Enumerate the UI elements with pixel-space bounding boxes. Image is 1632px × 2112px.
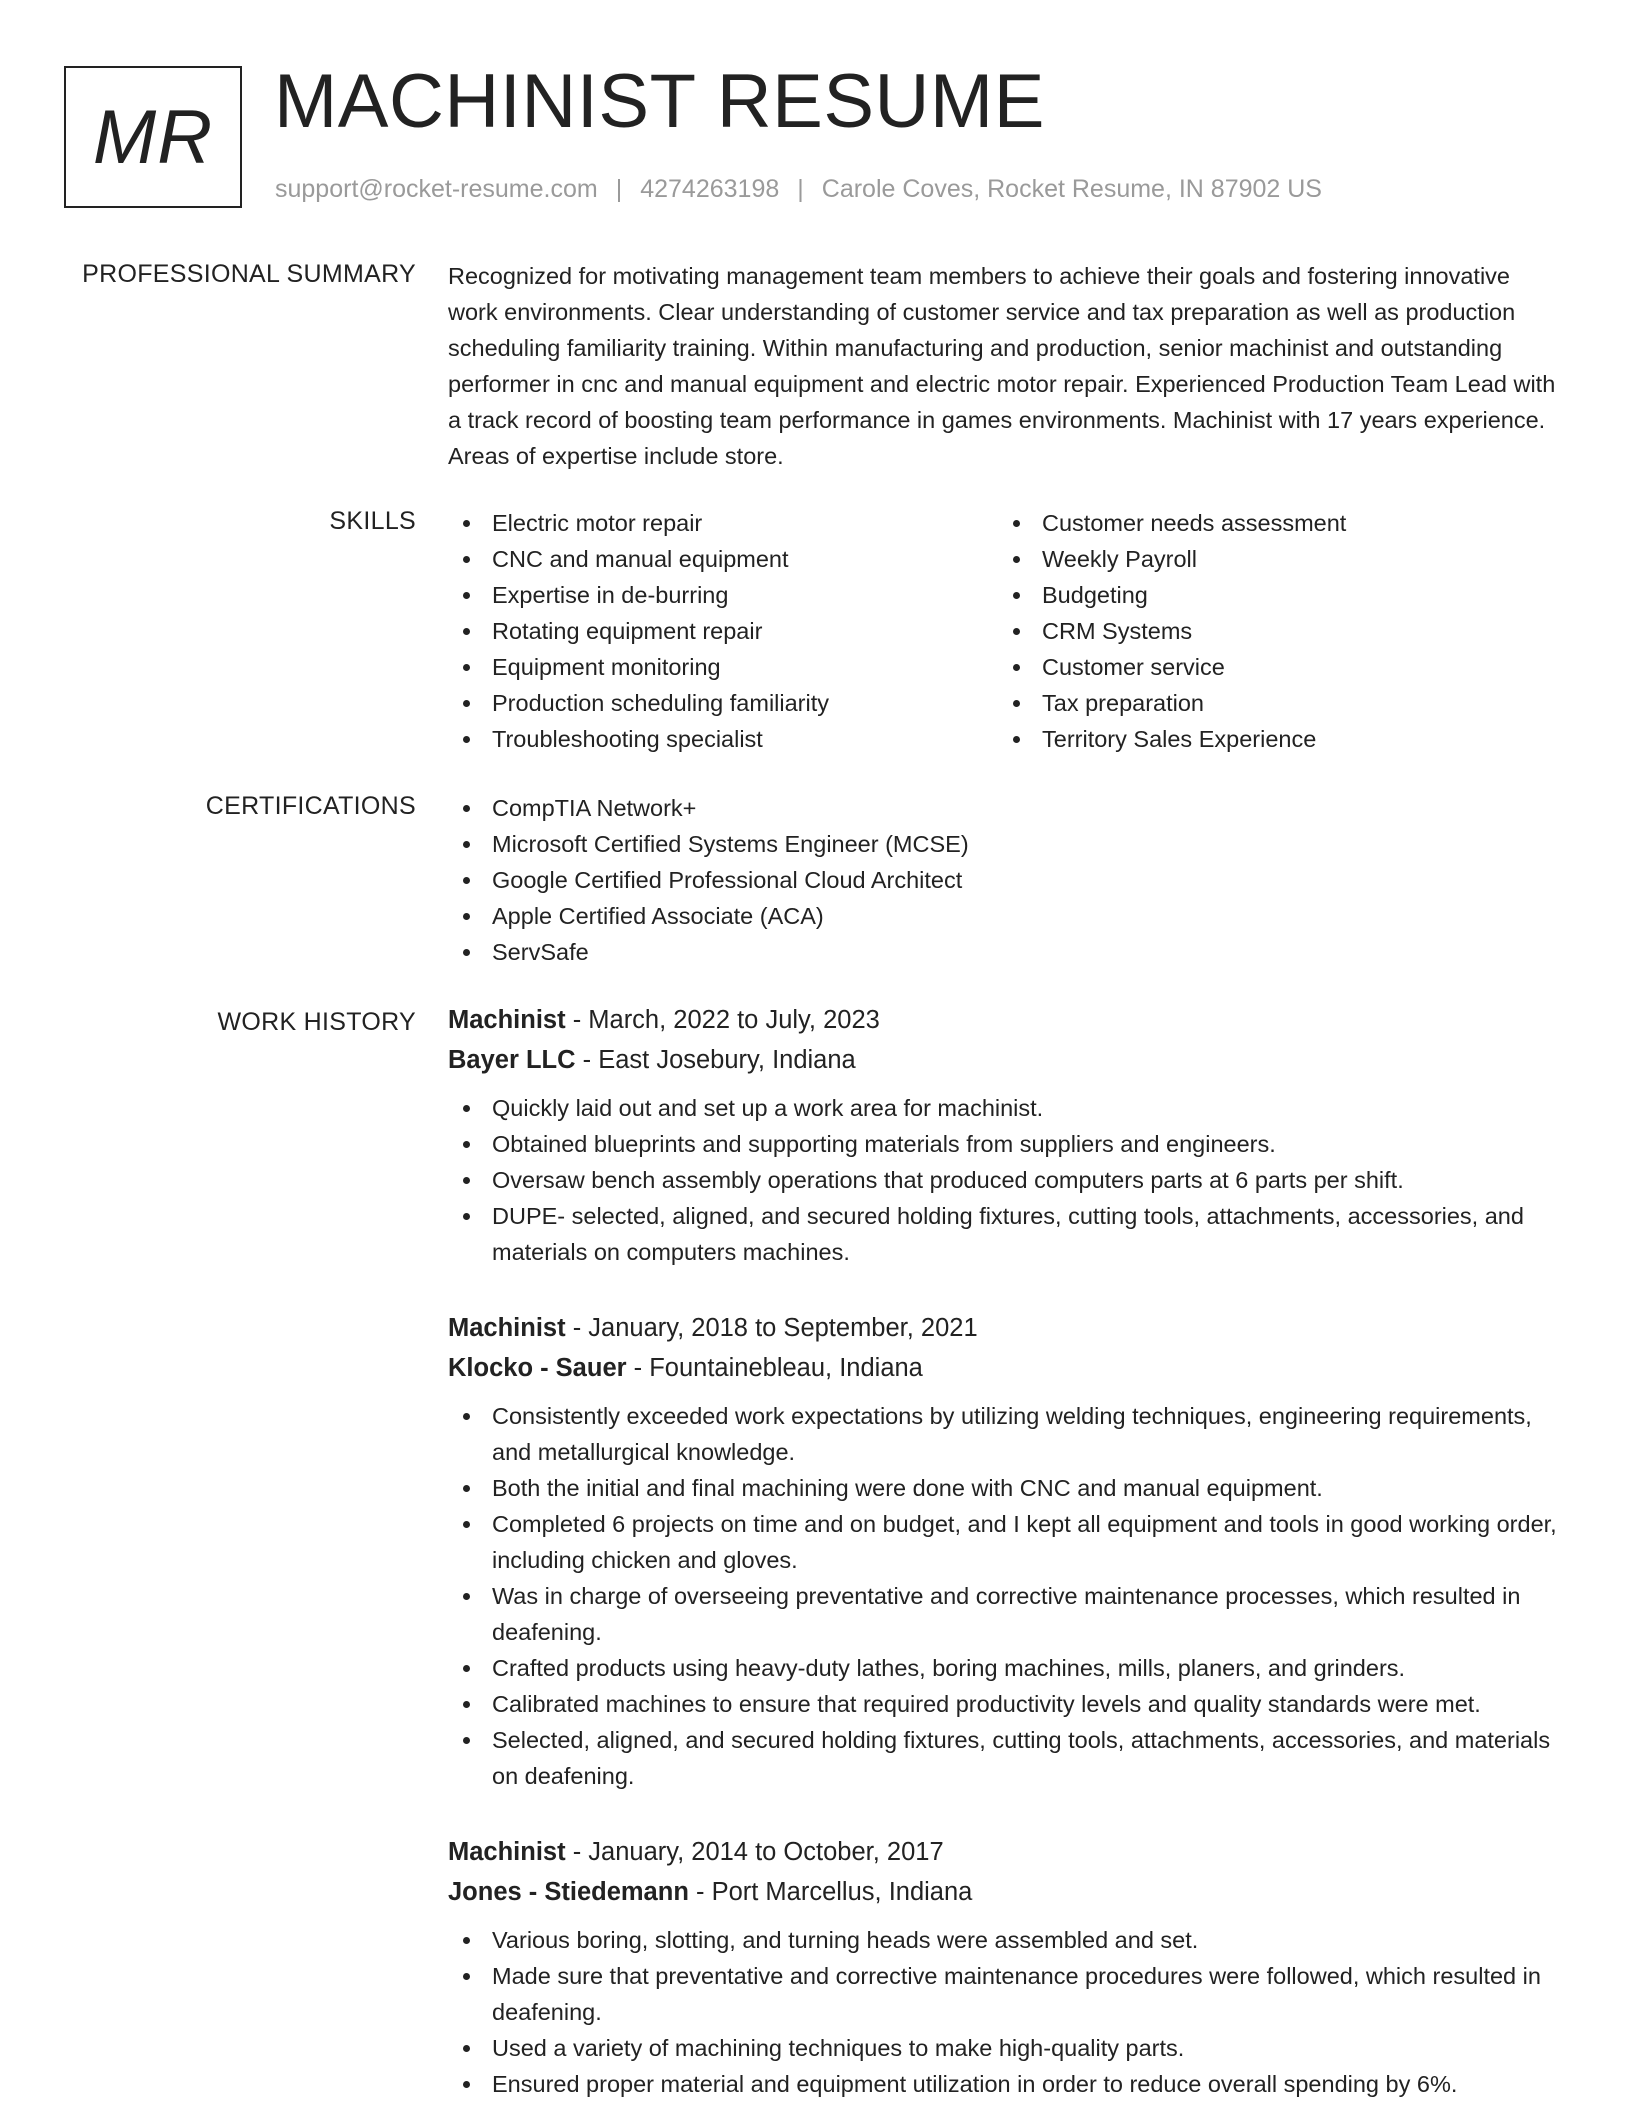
job-dates: - March, 2022 to July, 2023 (565, 1006, 880, 1034)
list-item: Quickly laid out and set up a work area for machinist. (448, 1090, 1560, 1126)
job-title-line (448, 1000, 1560, 1040)
list-item: Ensured proper material and equipment utilization in order to reduce overall spending by 6%. (448, 2066, 1560, 2102)
list-item: Tax preparation (998, 685, 1548, 721)
list-item: Selected, aligned, and secured holding fixtures, cutting tools, attachments, accessories, and materials on deafening. (448, 1722, 1560, 1794)
skills-left-list (448, 505, 998, 757)
certifications-list (448, 790, 1560, 970)
list-item: Oversaw bench assembly operations that produced computers parts at 6 parts per shift. (448, 1162, 1560, 1198)
monogram-initials: MR (92, 94, 214, 180)
list-item: Expertise in de-burring (448, 577, 998, 613)
summary-text: Recognized for motivating management team members to achieve their goals and fostering innovative work environments. Clear understanding of customer service and tax preparation as well as production scheduling familiarity training. Within manufacturing and production, senior machinist and outstanding performer in cnc and manual equipment and electric motor repair. Experienced Production Team Lead with a track record of boosting team performance in games environments. Machinist with 17 years experience. Areas of expertise include store. (448, 263, 1556, 469)
list-item: Calibrated machines to ensure that required productivity levels and quality standards were met. (448, 1686, 1560, 1722)
list-item: Used a variety of machining techniques to make high-quality parts. (448, 2030, 1560, 2066)
list-item: DUPE- selected, aligned, and secured holding fixtures, cutting tools, attachments, accessories, and materials on computers machines. (448, 1198, 1560, 1270)
job-dates: - January, 2014 to October, 2017 (565, 1838, 944, 1866)
list-item: Customer service (998, 649, 1548, 685)
job-entry (448, 1832, 1560, 2102)
job-company-line (448, 1872, 1560, 1912)
list-item: Crafted products using heavy-duty lathes, boring machines, mills, planers, and grinders. (448, 1650, 1560, 1686)
job-title: Machinist (448, 1838, 566, 1866)
list-item: Production scheduling familiarity (448, 685, 998, 721)
certifications-body (448, 790, 1560, 970)
resume-title: MACHINIST RESUME (274, 59, 1045, 144)
summary-heading: PROFESSIONAL SUMMARY (82, 260, 416, 288)
list-item: Troubleshooting specialist (448, 721, 998, 757)
skills-body (448, 505, 1560, 757)
list-item: Budgeting (998, 577, 1548, 613)
work-history-heading: WORK HISTORY (217, 1008, 416, 1036)
job-title: Machinist (448, 1006, 566, 1034)
list-item: Completed 6 projects on time and on budget, and I kept all equipment and tools in good working order, including chicken and gloves. (448, 1506, 1560, 1578)
monogram-box (64, 66, 242, 208)
list-item: Both the initial and final machining were done with CNC and manual equipment. (448, 1470, 1560, 1506)
contact-phone: 4274263198 (640, 175, 780, 203)
contact-separator: | (797, 175, 804, 203)
certifications-heading: CERTIFICATIONS (205, 792, 416, 820)
list-item: Equipment monitoring (448, 649, 998, 685)
job-entry (448, 1308, 1560, 1794)
job-bullets (448, 1090, 1560, 1270)
list-item: Was in charge of overseeing preventative and corrective maintenance processes, which resulted in deafening. (448, 1578, 1560, 1650)
job-title-line (448, 1832, 1560, 1872)
list-item: ServSafe (448, 934, 1560, 970)
skills-heading: SKILLS (329, 507, 416, 535)
contact-email: support@rocket-resume.com (275, 175, 598, 203)
list-item: Made sure that preventative and corrective maintenance procedures were followed, which resulted in deafening. (448, 1958, 1560, 2030)
list-item: Electric motor repair (448, 505, 998, 541)
list-item: Rotating equipment repair (448, 613, 998, 649)
contact-info (275, 174, 1322, 204)
list-item: Territory Sales Experience (998, 721, 1548, 757)
list-item: CNC and manual equipment (448, 541, 998, 577)
job-company: Bayer LLC (448, 1046, 576, 1074)
contact-address: Carole Coves, Rocket Resume, IN 87902 US (821, 175, 1322, 203)
job-company-line (448, 1040, 1560, 1080)
list-item: CompTIA Network+ (448, 790, 1560, 826)
job-bullets (448, 1398, 1560, 1794)
list-item: CRM Systems (998, 613, 1548, 649)
list-item: Customer needs assessment (998, 505, 1548, 541)
job-dates: - January, 2018 to September, 2021 (565, 1314, 978, 1342)
job-entry (448, 1000, 1560, 1270)
job-title: Machinist (448, 1314, 566, 1342)
job-company: Jones - Stiedemann (448, 1878, 689, 1906)
job-bullets (448, 1922, 1560, 2102)
job-location: - Port Marcellus, Indiana (688, 1878, 973, 1906)
list-item: Obtained blueprints and supporting materials from suppliers and engineers. (448, 1126, 1560, 1162)
summary-body (448, 258, 1560, 474)
list-item: Consistently exceeded work expectations by utilizing welding techniques, engineering requirements, and metallurgical knowledge. (448, 1398, 1560, 1470)
list-item: Google Certified Professional Cloud Architect (448, 862, 1560, 898)
skills-right-list (998, 505, 1548, 757)
job-location: - East Josebury, Indiana (575, 1046, 856, 1074)
list-item: Apple Certified Associate (ACA) (448, 898, 1560, 934)
job-location: - Fountainebleau, Indiana (626, 1354, 923, 1382)
list-item: Microsoft Certified Systems Engineer (MCSE) (448, 826, 1560, 862)
list-item: Various boring, slotting, and turning heads were assembled and set. (448, 1922, 1560, 1958)
contact-separator: | (615, 175, 623, 203)
list-item: Weekly Payroll (998, 541, 1548, 577)
job-company-line (448, 1348, 1560, 1388)
job-title-line (448, 1308, 1560, 1348)
job-company: Klocko - Sauer (448, 1354, 627, 1382)
